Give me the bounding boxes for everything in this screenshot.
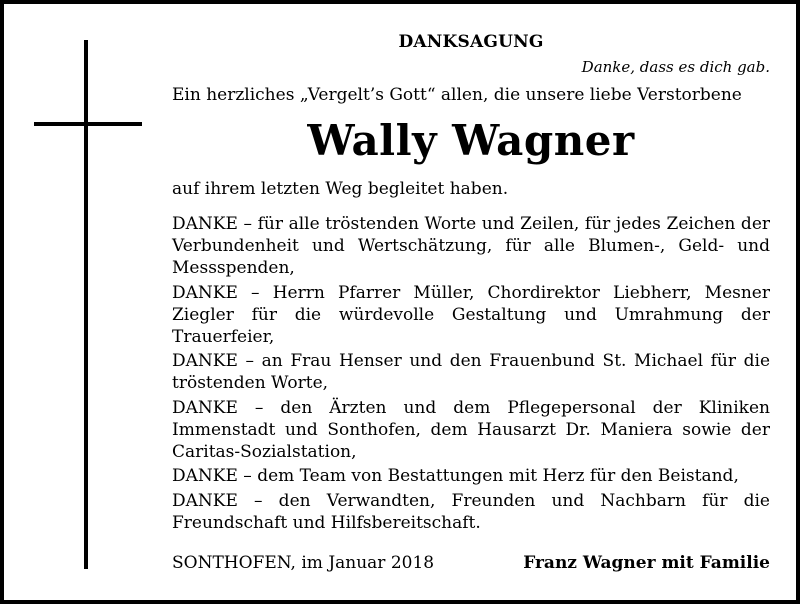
thanks-paragraph: DANKE – dem Team von Bestattungen mit Herz für den Beistand, bbox=[172, 466, 739, 486]
notice-heading: DANKSAGUNG bbox=[398, 32, 544, 52]
thanks-paragraph: DANKE – Herrn Pfarrer Müller, Chordirektor Liebherr, Mesner Ziegler für die würdevolle Gestaltung und Umrahmung der Trauerfeier, bbox=[172, 282, 770, 347]
thanks-paragraph: DANKE – den Ärzten und dem Pflegepersonal der Kliniken Immenstadt und Sonthofen, dem Hausarzt Dr. Maniera sowie der Caritas-Sozialstation, bbox=[172, 397, 770, 462]
notice-motto: Danke, dass es dich gab. bbox=[581, 58, 770, 76]
cross-bar bbox=[34, 122, 142, 126]
thanks-paragraph: DANKE – den Verwandten, Freunden und Nachbarn für die Freundschaft und Hilfsbereitschaft. bbox=[172, 490, 770, 533]
thanks-paragraph: DANKE – an Frau Henser und den Frauenbund St. Michael für die tröstenden Worte, bbox=[172, 351, 770, 393]
signature: Franz Wagner mit Familie bbox=[523, 553, 770, 573]
deceased-name: Wally Wagner bbox=[307, 116, 635, 165]
thanks-paragraph: DANKE – für alle tröstenden Worte und Zeilen, für jedes Zeichen der Verbundenheit und Wertschätzung, für alle Blumen-, Geld- und Messspenden, bbox=[172, 214, 770, 278]
cross-icon bbox=[84, 40, 88, 569]
notice-content bbox=[172, 32, 770, 536]
intro-text: Ein herzliches „Vergelt’s Gott“ allen, die unsere liebe Verstorbene bbox=[172, 85, 742, 105]
after-name-text: auf ihrem letzten Weg begleitet haben. bbox=[172, 179, 509, 199]
thanks-list bbox=[172, 213, 770, 534]
place-date: SONTHOFEN, im Januar 2018 bbox=[172, 553, 435, 573]
